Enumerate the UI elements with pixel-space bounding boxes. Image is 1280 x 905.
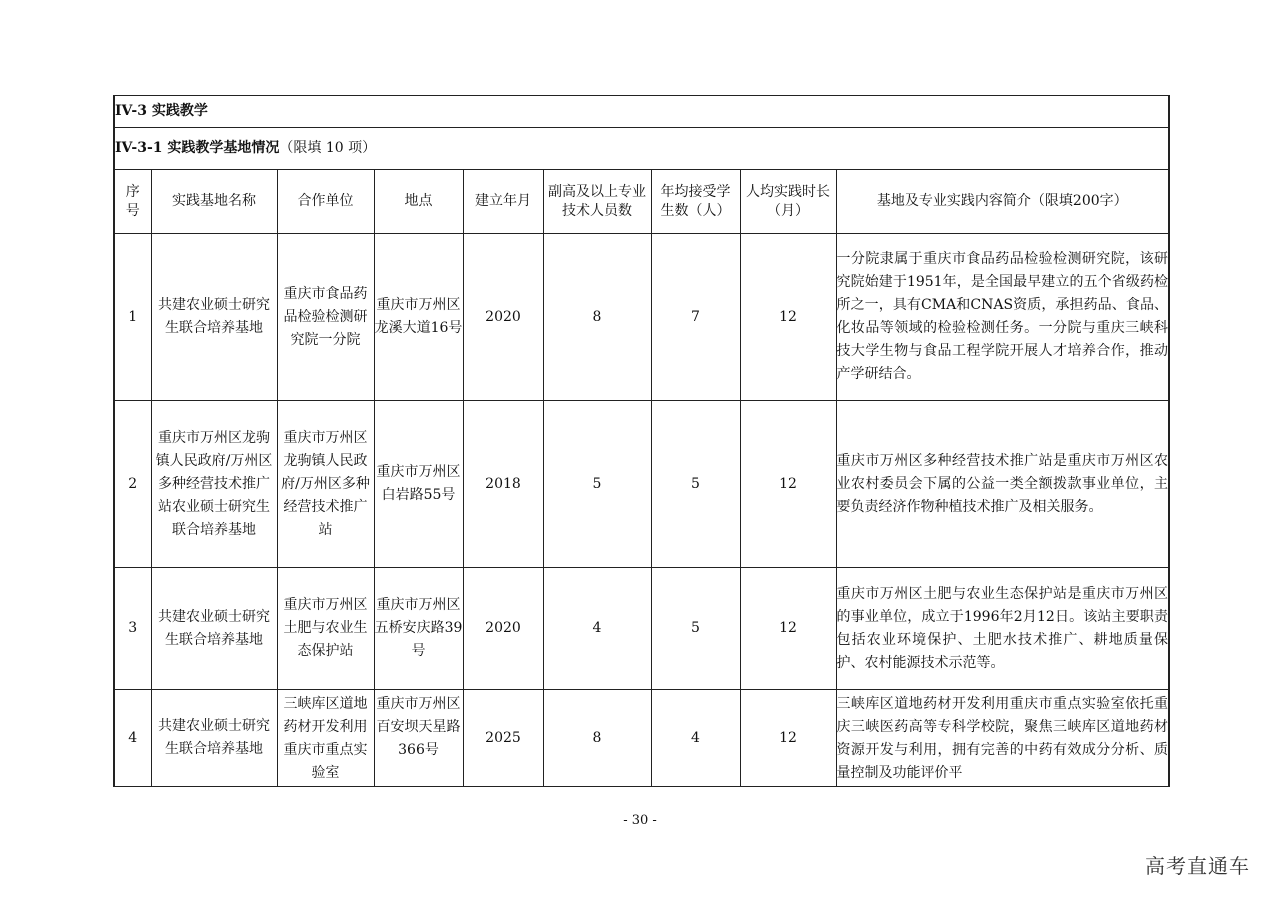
cell-location: 重庆市万州区五桥安庆路39号 (374, 568, 463, 690)
cell-partner-text: 三峡库区道地药材开发利用重庆市重点实验室 (283, 696, 368, 781)
cell-name: 重庆市万州区龙驹镇人民政府/万州区多种经营技术推广站农业硕士研究生联合培养基地 (151, 401, 277, 568)
cell-staff: 4 (543, 568, 651, 690)
table-row (114, 568, 1169, 690)
cell-partner: 重庆市万州区土肥与农业生态保护站 (277, 568, 374, 690)
header-partner: 合作单位 (277, 170, 374, 234)
table-row (114, 234, 1169, 401)
cell-description-text: 三峡库区道地药材开发利用重庆市重点实验室依托重庆三峡医药高等专科学校院，聚焦三峡库区道地药材资源开发与利用，拥有完善的中药有效成分分析、质量控制及功能评价平 (836, 696, 1169, 781)
header-students: 年均接受学生数（人） (651, 170, 740, 234)
cell-partner (277, 690, 374, 787)
cell-location-text: 重庆市万州区百安坝天星路366号 (376, 696, 461, 758)
header-duration: 人均实践时长（月） (740, 170, 836, 234)
page-number: - 30 - (623, 813, 657, 828)
cell-description: 重庆市万州区多种经营技术推广站是重庆市万州区农业农村委员会下属的公益一类全额拨款事业单位，主要负责经济作物种植技术推广及相关服务。 (836, 401, 1169, 568)
cell-location: 重庆市万州区白岩路55号 (374, 401, 463, 568)
cell-duration: 12 (740, 234, 836, 401)
cell-description (836, 690, 1169, 787)
cell-duration: 12 (740, 568, 836, 690)
table-row (114, 401, 1169, 568)
cell-location (374, 690, 463, 787)
cell-students: 4 (651, 690, 740, 787)
cell-no: 4 (114, 690, 151, 787)
table-header-row (114, 170, 1169, 234)
subsection-title-bold: IV-3-1 实践教学基地情况 (115, 140, 280, 156)
cell-staff: 8 (543, 234, 651, 401)
document-page (113, 95, 1168, 787)
header-location: 地点 (374, 170, 463, 234)
subsection-title-note: （限填 10 项） (279, 140, 377, 156)
cell-duration: 12 (740, 401, 836, 568)
header-year: 建立年月 (463, 170, 543, 234)
cell-partner: 重庆市食品药品检验检测研究院一分院 (277, 234, 374, 401)
cell-staff: 5 (543, 401, 651, 568)
cell-description: 重庆市万州区土肥与农业生态保护站是重庆市万州区的事业单位，成立于1996年2月12日。该站主要职责包括农业环境保护、土肥水技术推广、耕地质量保护、农村能源技术示范等。 (836, 568, 1169, 690)
section-title: IV-3 实践教学 (114, 96, 1169, 128)
cell-no: 2 (114, 401, 151, 568)
subsection-title (114, 128, 1169, 170)
watermark: 高考直通车 (1145, 854, 1250, 878)
cell-duration: 12 (740, 690, 836, 787)
header-no: 序号 (114, 170, 151, 234)
cell-students: 5 (651, 568, 740, 690)
header-staff: 副高及以上专业技术人员数 (543, 170, 651, 234)
cell-year: 2018 (463, 401, 543, 568)
header-description: 基地及专业实践内容简介（限填200字） (836, 170, 1169, 234)
cell-students: 5 (651, 401, 740, 568)
cell-name: 共建农业硕士研究生联合培养基地 (151, 234, 277, 401)
cell-no: 1 (114, 234, 151, 401)
header-name: 实践基地名称 (151, 170, 277, 234)
cell-year: 2020 (463, 568, 543, 690)
cell-year: 2020 (463, 234, 543, 401)
cell-name: 共建农业硕士研究生联合培养基地 (151, 568, 277, 690)
cell-name: 共建农业硕士研究生联合培养基地 (151, 690, 277, 787)
cell-location: 重庆市万州区龙溪大道16号 (374, 234, 463, 401)
cell-year: 2025 (463, 690, 543, 787)
table-row (114, 690, 1169, 787)
practice-base-table (113, 95, 1170, 787)
cell-staff: 8 (543, 690, 651, 787)
cell-no: 3 (114, 568, 151, 690)
cell-description: 一分院隶属于重庆市食品药品检验检测研究院，该研究院始建于1951年，是全国最早建立的五个省级药检所之一，具有CMA和CNAS资质，承担药品、食品、化妆品等领域的检验检测任务。一分院与重庆三峡科技大学生物与食品工程学院开展人才培养合作，推动产学研结合。 (836, 234, 1169, 401)
cell-students: 7 (651, 234, 740, 401)
cell-partner: 重庆市万州区龙驹镇人民政府/万州区多种经营技术推广站 (277, 401, 374, 568)
